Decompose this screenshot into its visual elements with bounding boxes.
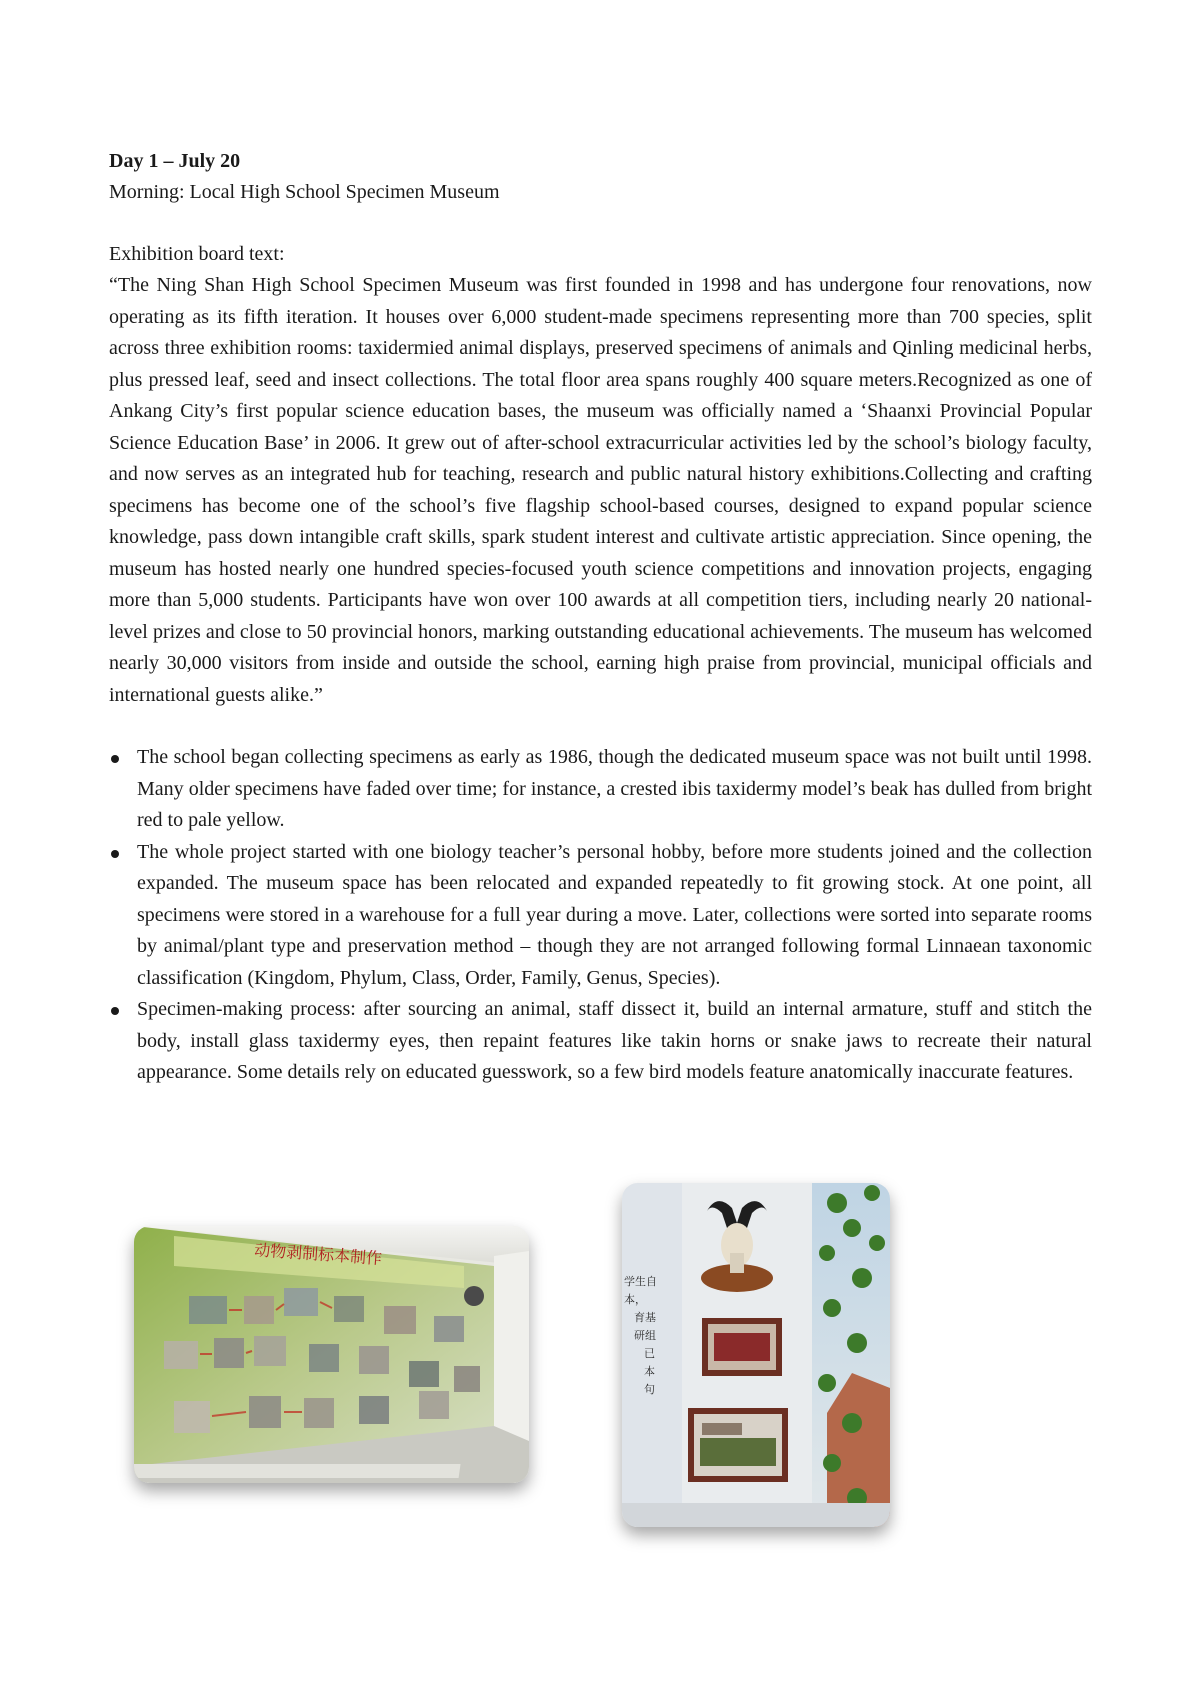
wall-text-line: 本 (644, 1365, 655, 1378)
wall-text-line: 育基 (634, 1311, 656, 1324)
spacer (109, 208, 1092, 239)
photo-specimen-wall (622, 1183, 890, 1527)
bullet-item (109, 742, 1092, 837)
board-text: “The Ning Shan High School Specimen Museum was first founded in 1998 and has undergone four renovations, now operating as its fifth iteration. It houses over 6,000 student-made specimens representing more than 700 species, split across three exhibition rooms: taxidermied animal displays, preserved specimens of animals and Qinling medicinal herbs, plus pressed leaf, seed and insect collections. The total floor area spans roughly 400 square meters.Recognized as one of Ankang City’s first popular science education bases, the museum was officially named a ‘Shaanxi Provincial Popular Science Education Base’ in 2006. It grew out of after-school extracurricular activities led by the school’s biology faculty, and now serves as an integrated hub for teaching, research and public natural history exhibitions.Collecting and crafting specimens has become one of the school’s five flagship school-based courses, designed to expand popular science knowledge, pass down intangible craft skills, spark student interest and cultivate artistic appreciation. Since opening, the museum has hosted nearly one hundred species-focused youth science competitions and innovation projects, engaging more than 5,000 students. Participants have won over 100 awards at all competition tiers, including nearly 20 national-level prizes and close to 50 provincial honors, marking outstanding educational achievements. The museum has welcomed nearly 30,000 visitors from inside and outside the school, earning high praise from provincial, municipal officials and international guests alike.” (109, 274, 1092, 706)
photo-exhibition-wall-image (134, 1226, 529, 1483)
bullet-dot-icon (111, 850, 119, 858)
photo-exhibition-wall (134, 1226, 529, 1483)
bullet-text: The whole project started with one biology teacher’s personal hobby, before more students joined and the collection expanded. The museum space has been relocated and expanded repeatedly to fit growing stock. At one point, all specimens were stored in a warehouse for a full year during a move. Later, collections were sorted into separate rooms by animal/plant type and preservation method – though they are not arranged following formal Linnaean taxonomic classification (Kingdom, Phylum, Class, Order, Family, Genus, Species). (137, 840, 1092, 989)
board-label: Exhibition board text: (109, 243, 285, 265)
bullet-item (109, 837, 1092, 995)
photo-specimen-wall-image (622, 1183, 890, 1527)
bullet-text: The school began collecting specimens as early as 1986, though the dedicated museum space was not built until 1998. Many older specimens have faded over time; for instance, a crested ibis taxidermy model’s beak has dulled from bright red to pale yellow. (137, 746, 1092, 831)
day-title: Day 1 – July 20 (109, 150, 241, 172)
wall-text-line: 已 (644, 1347, 655, 1360)
wall-text-line: 本， (624, 1293, 646, 1306)
board-sign-text: 动物剥制标本制作 (253, 1240, 383, 1269)
bullet-text: Specimen-making process: after sourcing an animal, staff dissect it, build an internal armature, stuff and stitch the body, install glass taxidermy eyes, then repaint features like takin horns or snake jaws to recreate their natural appearance. Some details rely on educated guesswork, so a few bird models feature anatomically inaccurate features. (137, 998, 1092, 1083)
bullet-item (109, 994, 1092, 1089)
wall-text-line: 研组 (634, 1329, 656, 1342)
document-page (109, 146, 1092, 1089)
subtitle: Morning: Local High School Specimen Museum (109, 181, 500, 203)
bullet-dot-icon (111, 1007, 119, 1015)
wall-text-line: 句 (644, 1383, 655, 1396)
bullet-list (109, 742, 1092, 1089)
bullet-dot-icon (111, 755, 119, 763)
wall-text-line: 学生自 (624, 1275, 657, 1288)
